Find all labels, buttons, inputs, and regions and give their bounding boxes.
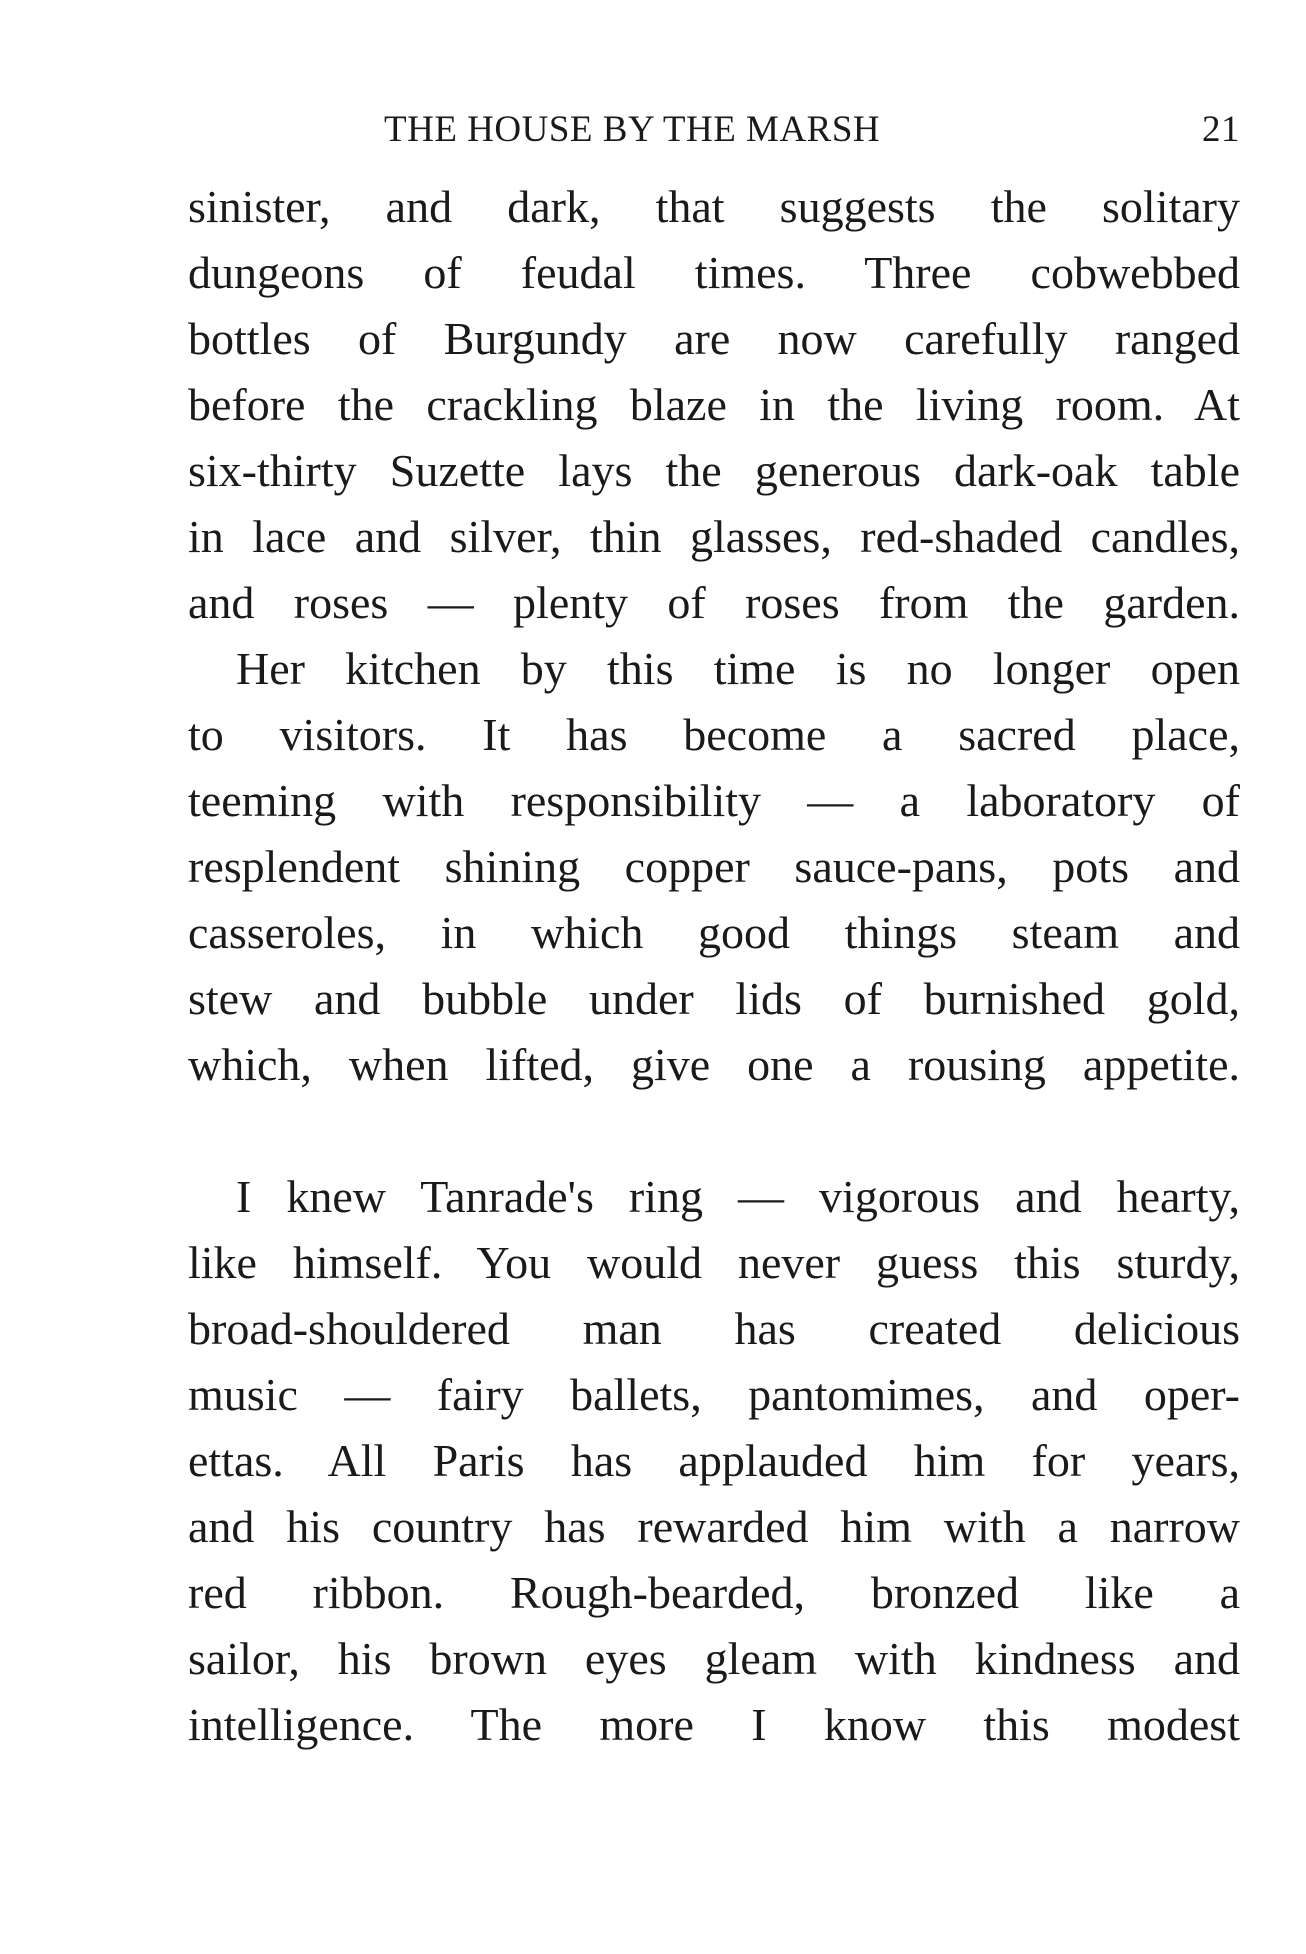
running-title: THE HOUSE BY THE MARSH — [384, 109, 881, 150]
text-line: and his country has rewarded him with a narrow — [188, 1501, 1240, 1552]
text-line: in lace and silver, thin glasses, red-shaded candles, — [188, 511, 1240, 562]
text-line: bottles of Burgundy are now carefully ranged — [188, 313, 1240, 364]
text-line: ettas. All Paris has applauded him for years, — [188, 1435, 1240, 1486]
text-line: dungeons of feudal times. Three cobwebbed — [188, 247, 1240, 298]
text-line: teeming with responsibility — a laboratory of — [188, 775, 1240, 826]
text-line: intelligence. The more I know this modest — [188, 1699, 1240, 1750]
text-line: Her kitchen by this time is no longer open — [236, 643, 1240, 694]
text-line: and roses — plenty of roses from the garden. — [188, 577, 1240, 628]
text-line: to visitors. It has become a sacred place, — [188, 709, 1240, 760]
paragraph-kitchen — [188, 636, 1240, 1098]
text-line: six-thirty Suzette lays the generous dark-oak table — [188, 445, 1240, 496]
text-line: like himself. You would never guess this sturdy, — [188, 1237, 1240, 1288]
running-head — [188, 108, 1240, 164]
text-line: sailor, his brown eyes gleam with kindness and — [188, 1633, 1240, 1684]
text-line: which, when lifted, give one a rousing appetite. — [188, 1039, 1240, 1090]
text-line: music — fairy ballets, pantomimes, and oper- — [188, 1369, 1240, 1420]
text-line: before the crackling blaze in the living room. At — [188, 379, 1240, 430]
text-line: I knew Tanrade's ring — vigorous and hearty, — [236, 1171, 1240, 1222]
section-break — [188, 1098, 1240, 1164]
text-line: broad-shouldered man has created delicious — [188, 1303, 1240, 1354]
body-text — [188, 174, 1240, 1758]
text-line: stew and bubble under lids of burnished gold, — [188, 973, 1240, 1024]
paragraph-continuation — [188, 174, 1240, 636]
paragraph-tanrade — [188, 1164, 1240, 1758]
page-number: 21 — [1202, 109, 1240, 150]
text-line: resplendent shining copper sauce-pans, pots and — [188, 841, 1240, 892]
text-line: casseroles, in which good things steam and — [188, 907, 1240, 958]
text-line: sinister, and dark, that suggests the solitary — [188, 181, 1240, 232]
text-line: red ribbon. Rough-bearded, bronzed like a — [188, 1567, 1240, 1618]
